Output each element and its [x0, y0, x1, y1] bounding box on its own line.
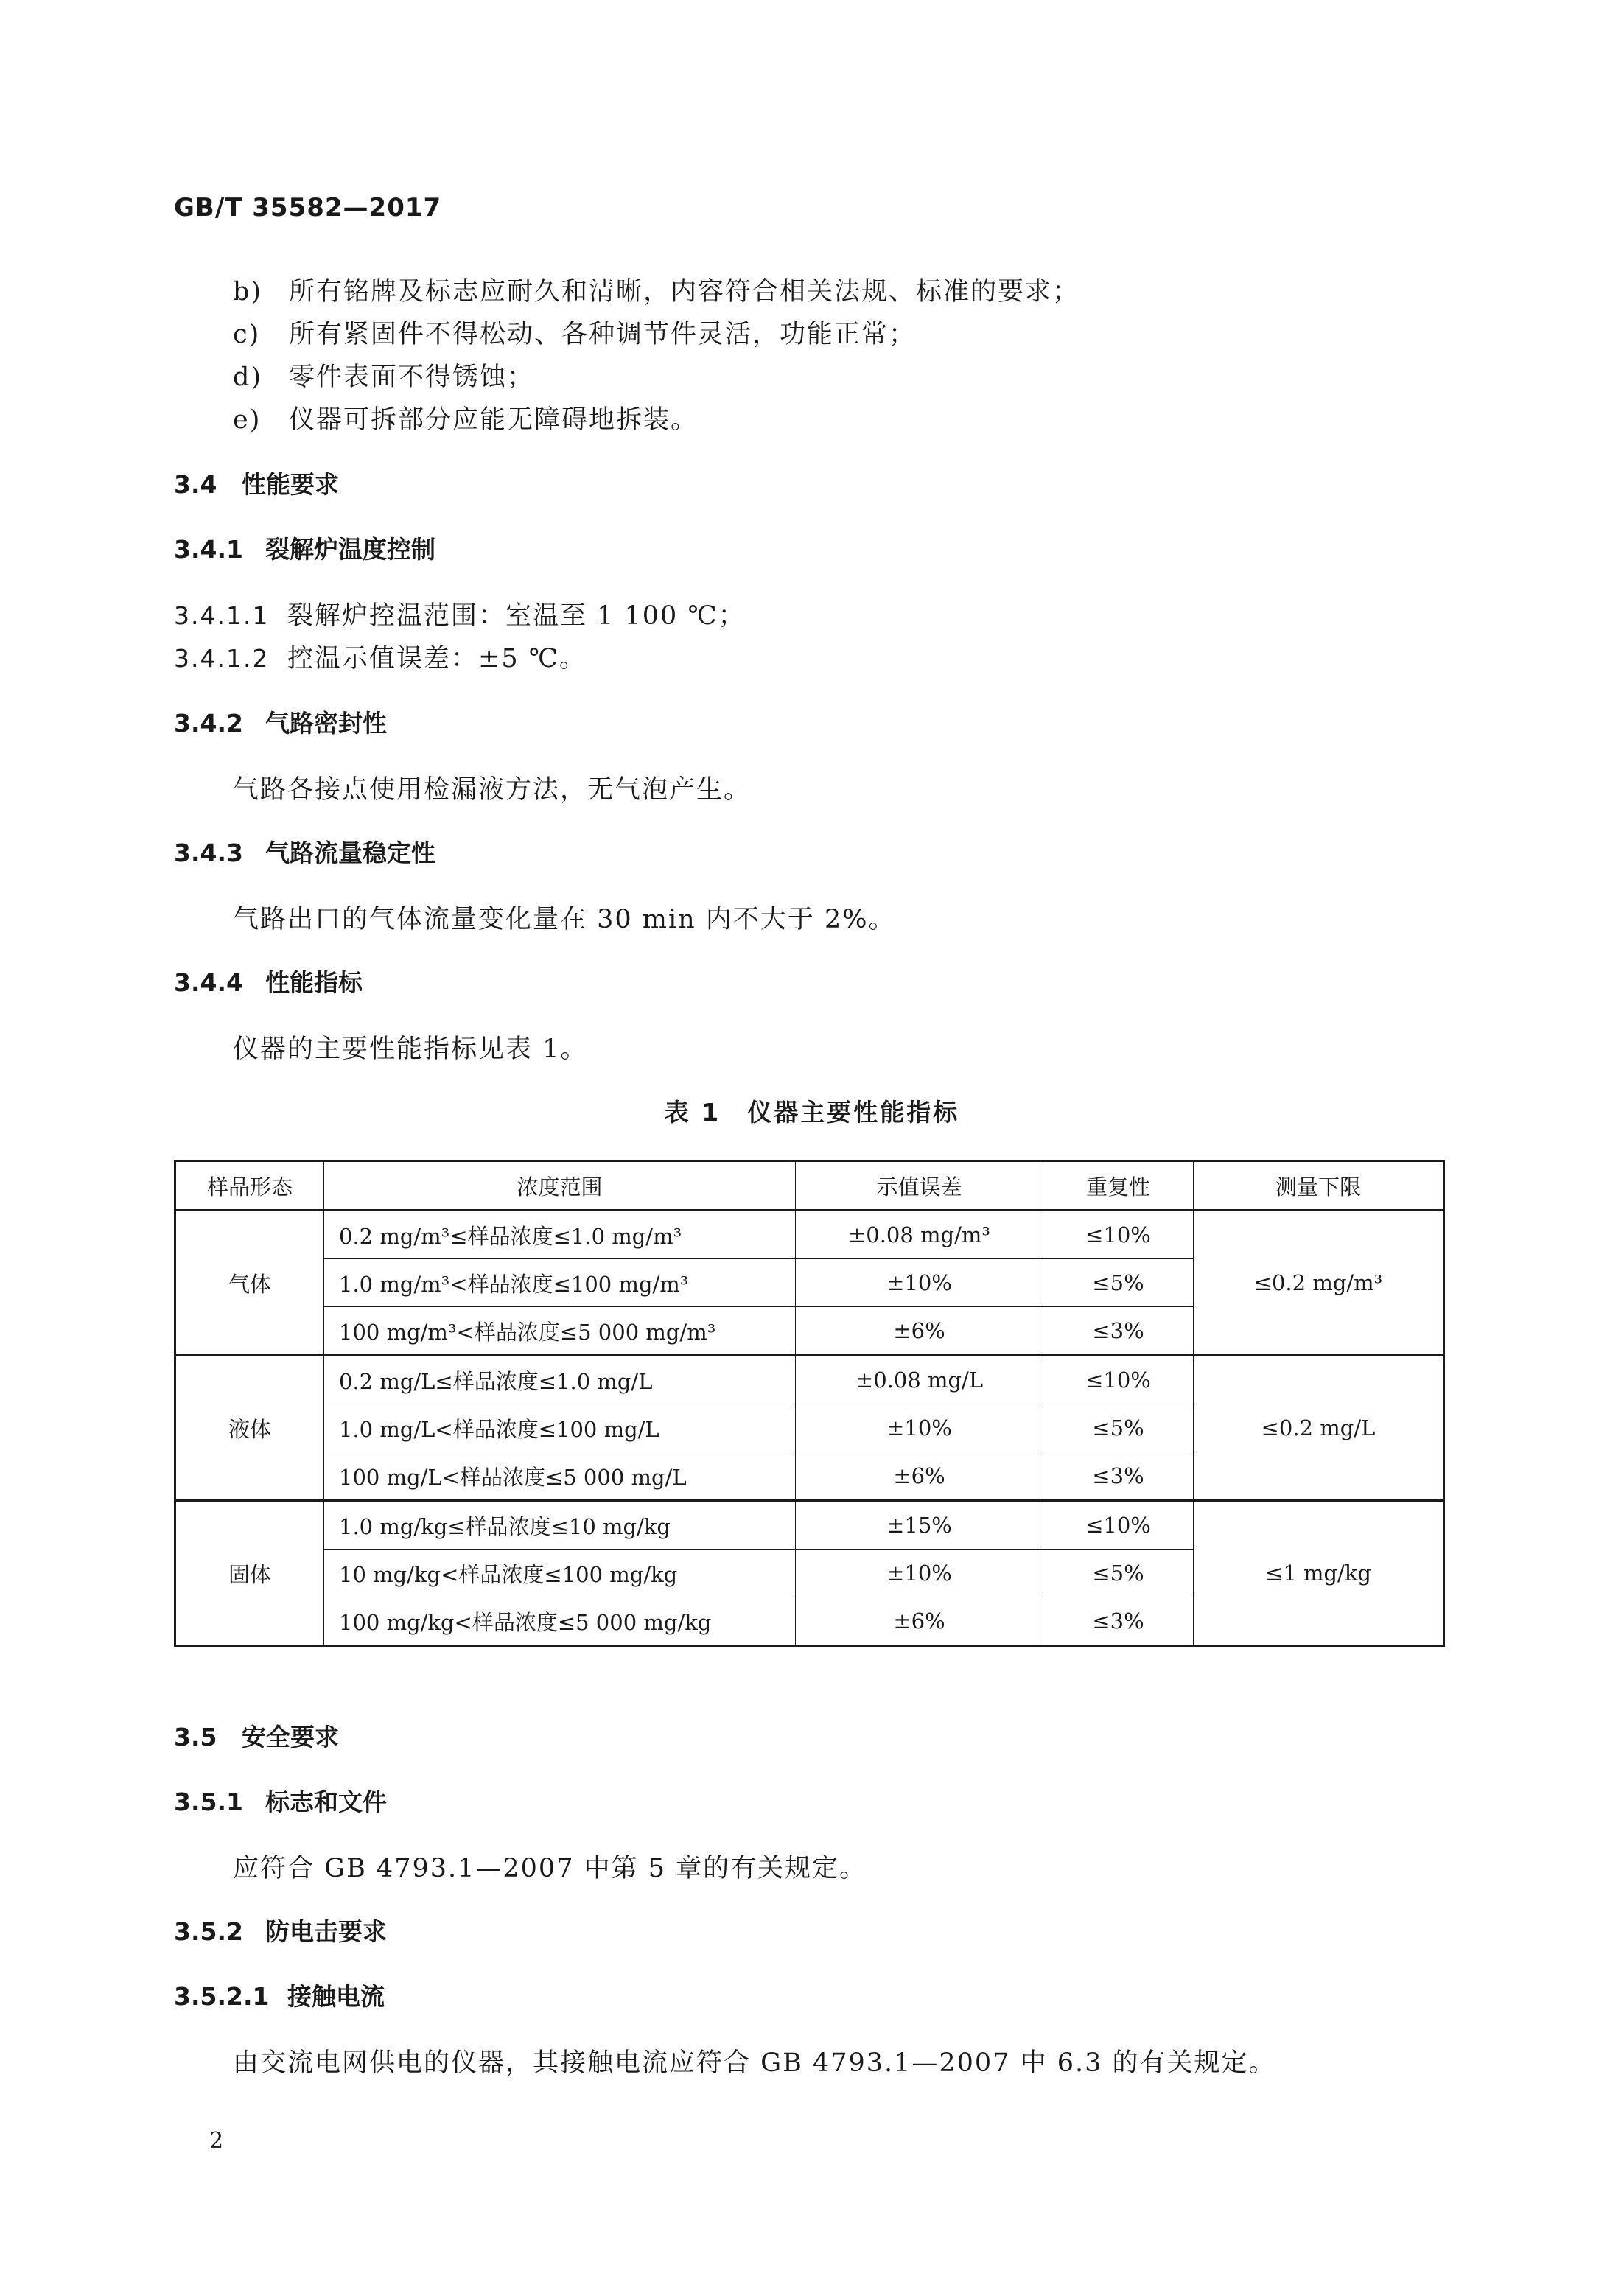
repeatability-cell: ≤5%: [1043, 1550, 1194, 1597]
section-heading-3-4-3: 3.4.3 气路流量稳定性: [174, 839, 435, 867]
error-cell: ±10%: [796, 1550, 1043, 1597]
list-item-label: b): [233, 277, 263, 307]
range-cell: 10 mg/kg<样品浓度≤100 mg/kg: [324, 1550, 796, 1597]
table-header-row: [175, 1161, 1444, 1211]
list-item: [233, 314, 916, 351]
repeatability-cell: ≤5%: [1043, 1259, 1194, 1307]
repeatability-cell: ≤10%: [1043, 1211, 1194, 1259]
repeatability-cell: ≤3%: [1043, 1307, 1194, 1356]
error-cell: ±15%: [796, 1501, 1043, 1550]
error-cell: ±10%: [796, 1259, 1043, 1307]
table-row: [175, 1501, 1444, 1550]
lower-limit-cell: ≤1 mg/kg: [1194, 1501, 1444, 1646]
paragraph-3-4-4: 仪器的主要性能指标见表 1。: [233, 1035, 588, 1064]
range-cell: 0.2 mg/L≤样品浓度≤1.0 mg/L: [324, 1356, 796, 1404]
list-item-label: d): [233, 363, 263, 392]
section-heading-3-4-4: 3.4.4 性能指标: [174, 968, 363, 997]
paragraph-3-4-2: 气路各接点使用检漏液方法，无气泡产生。: [233, 775, 752, 805]
list-item-label: e): [233, 405, 262, 435]
list-item: [233, 271, 1079, 308]
range-cell: 1.0 mg/L<样品浓度≤100 mg/L: [324, 1404, 796, 1452]
clause-3-4-1-2: 3.4.1.2 控温示值误差：±5 ℃。: [174, 644, 587, 673]
range-cell: 1.0 mg/kg≤样品浓度≤10 mg/kg: [324, 1501, 796, 1550]
error-cell: ±0.08 mg/m³: [796, 1211, 1043, 1259]
range-cell: 100 mg/L<样品浓度≤5 000 mg/L: [324, 1452, 796, 1501]
page-number: 2: [209, 2128, 224, 2154]
sample-form-cell: 气体: [175, 1211, 324, 1356]
error-cell: ±6%: [796, 1307, 1043, 1356]
range-cell: 100 mg/kg<样品浓度≤5 000 mg/kg: [324, 1597, 796, 1646]
column-header: 样品形态: [175, 1161, 324, 1211]
sample-form-cell: 液体: [175, 1356, 324, 1501]
clause-3-4-1-1: 3.4.1.1 裂解炉控温范围：室温至 1 100 ℃；: [174, 601, 746, 631]
error-cell: ±0.08 mg/L: [796, 1356, 1043, 1404]
list-item: [233, 399, 698, 436]
column-header: 示值误差: [796, 1161, 1043, 1211]
repeatability-cell: ≤3%: [1043, 1597, 1194, 1646]
list-item-text: 所有紧固件不得松动、各种调节件灵活，功能正常；: [289, 320, 917, 349]
table-row: [175, 1356, 1444, 1404]
column-header: 测量下限: [1194, 1161, 1444, 1211]
list-item-label: c): [233, 320, 261, 349]
range-cell: 1.0 mg/m³<样品浓度≤100 mg/m³: [324, 1259, 796, 1307]
column-header: 浓度范围: [324, 1161, 796, 1211]
section-heading-3-4-1: 3.4.1 裂解炉温度控制: [174, 535, 435, 564]
column-header: 重复性: [1043, 1161, 1194, 1211]
section-heading-3-5-1: 3.5.1 标志和文件: [174, 1788, 387, 1816]
list-item-text: 所有铭牌及标志应耐久和清晰，内容符合相关法规、标准的要求；: [289, 277, 1080, 307]
paragraph-3-5-2-1: 由交流电网供电的仪器，其接触电流应符合 GB 4793.1—2007 中 6.3 的有关规定。: [233, 2048, 1276, 2078]
standard-number: GB/T 35582—2017: [174, 193, 442, 223]
repeatability-cell: ≤10%: [1043, 1501, 1194, 1550]
table-row: [175, 1211, 1444, 1259]
error-cell: ±10%: [796, 1404, 1043, 1452]
repeatability-cell: ≤5%: [1043, 1404, 1194, 1452]
sample-form-cell: 固体: [175, 1501, 324, 1646]
lower-limit-cell: ≤0.2 mg/L: [1194, 1356, 1444, 1501]
section-heading-3-5-2-1: 3.5.2.1 接触电流: [174, 1982, 385, 2011]
repeatability-cell: ≤3%: [1043, 1452, 1194, 1501]
list-item-text: 零件表面不得锈蚀；: [289, 363, 535, 392]
paragraph-3-4-3: 气路出口的气体流量变化量在 30 min 内不大于 2%。: [233, 905, 896, 934]
performance-table: [174, 1160, 1445, 1647]
paragraph-3-5-1: 应符合 GB 4793.1—2007 中第 5 章的有关规定。: [233, 1854, 867, 1883]
table-caption: 表 1 仪器主要性能指标: [664, 1098, 960, 1127]
range-cell: 100 mg/m³<样品浓度≤5 000 mg/m³: [324, 1307, 796, 1356]
section-heading-3-5-2: 3.5.2 防电击要求: [174, 1917, 387, 1946]
error-cell: ±6%: [796, 1597, 1043, 1646]
repeatability-cell: ≤10%: [1043, 1356, 1194, 1404]
section-heading-3-4-2: 3.4.2 气路密封性: [174, 709, 387, 738]
range-cell: 0.2 mg/m³≤样品浓度≤1.0 mg/m³: [324, 1211, 796, 1259]
section-heading-3-4: 3.4 性能要求: [174, 470, 339, 499]
section-heading-3-5: 3.5 安全要求: [174, 1723, 339, 1751]
list-item: [233, 357, 534, 393]
lower-limit-cell: ≤0.2 mg/m³: [1194, 1211, 1444, 1356]
error-cell: ±6%: [796, 1452, 1043, 1501]
list-item-text: 仪器可拆部分应能无障碍地拆装。: [289, 405, 699, 435]
